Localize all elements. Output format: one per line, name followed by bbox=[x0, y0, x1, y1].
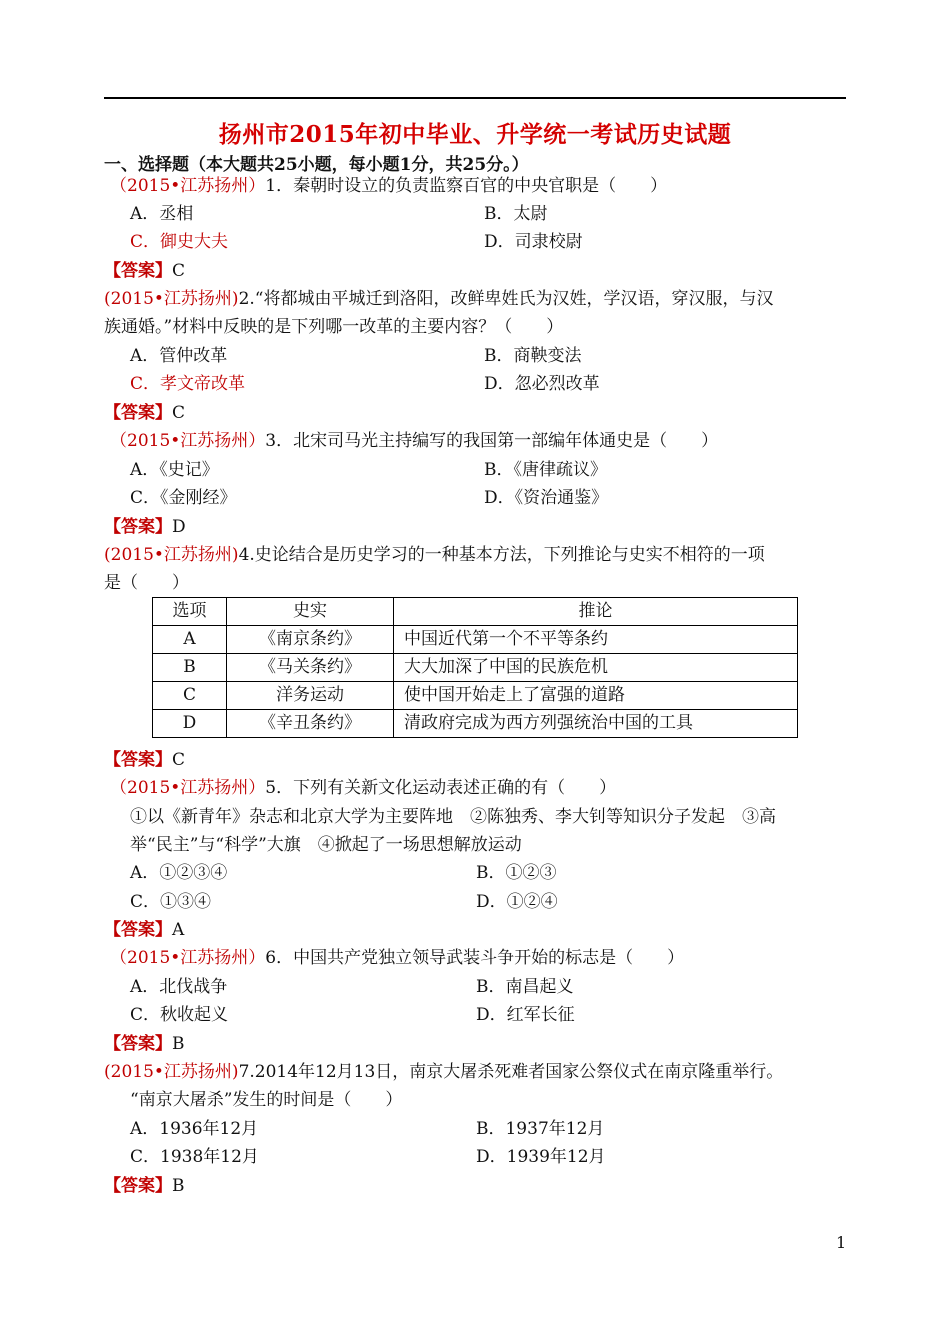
question-stem-cont: 是（ ） bbox=[104, 573, 189, 593]
answer-value: C bbox=[172, 403, 186, 423]
option-b: B．商鞅变法 bbox=[484, 346, 582, 366]
question-stem-cont: “南京大屠杀”发生的时间是（ ） bbox=[130, 1090, 403, 1110]
option-a: A．丞相 bbox=[130, 204, 194, 224]
table-cell: B bbox=[153, 654, 227, 682]
table-cell: 《南京条约》 bbox=[227, 626, 394, 654]
table-cell: 中国近代第一个不平等条约 bbox=[394, 626, 798, 654]
table-header: 选项 bbox=[153, 598, 227, 626]
option-c: C．1938年12月 bbox=[130, 1147, 259, 1167]
answer-value: D bbox=[172, 517, 186, 537]
question-6 bbox=[110, 947, 684, 969]
page-number: 1 bbox=[836, 1233, 847, 1252]
question-stem: 1．秦朝时设立的负责监察百官的中央官职是（ ） bbox=[265, 176, 668, 196]
option-b: B．①②③ bbox=[476, 863, 557, 883]
table-row bbox=[153, 626, 798, 654]
question-source: (2015•江苏扬州) bbox=[104, 289, 239, 309]
statement-list-cont: 举“民主”与“科学”大旗 ④掀起了一场思想解放运动 bbox=[130, 835, 522, 855]
question-stem-cont: 族通婚。”材料中反映的是下列哪一改革的主要内容？（ ） bbox=[104, 317, 564, 337]
option-d: D．红军长征 bbox=[476, 1005, 575, 1025]
option-a: A．北伐战争 bbox=[130, 977, 228, 997]
table-header: 史实 bbox=[227, 598, 394, 626]
question-source: （2015•江苏扬州） bbox=[110, 176, 266, 196]
table-row bbox=[153, 682, 798, 710]
option-b: B．南昌起义 bbox=[476, 977, 574, 997]
question-source: (2015•江苏扬州) bbox=[104, 1062, 239, 1082]
table-cell: 《马关条约》 bbox=[227, 654, 394, 682]
answer-4 bbox=[104, 749, 185, 771]
question-3 bbox=[110, 430, 718, 452]
question-stem: 6．中国共产党独立领导武装斗争开始的标志是（ ） bbox=[265, 948, 685, 968]
question-stem: 7.2014年12月13日，南京大屠杀死难者国家公祭仪式在南京隆重举行。 bbox=[238, 1062, 784, 1082]
answer-label: 【答案】 bbox=[104, 517, 172, 537]
answer-2 bbox=[104, 402, 185, 424]
section-heading: 一、选择题（本大题共25小题，每小题1分，共25分。） bbox=[104, 155, 529, 175]
answer-value: C bbox=[172, 261, 186, 281]
table-cell: 大大加深了中国的民族危机 bbox=[394, 654, 798, 682]
question-source: （2015•江苏扬州） bbox=[110, 778, 266, 798]
option-a: A．《史记》 bbox=[130, 460, 219, 480]
answer-5 bbox=[104, 919, 184, 941]
option-b: B．1937年12月 bbox=[476, 1119, 605, 1139]
answer-label: 【答案】 bbox=[104, 920, 172, 940]
question-source: （2015•江苏扬州） bbox=[110, 948, 266, 968]
answer-7 bbox=[104, 1175, 185, 1197]
header-rule bbox=[104, 97, 846, 99]
option-a: A．管仲改革 bbox=[130, 346, 228, 366]
answer-3 bbox=[104, 516, 186, 538]
option-d: D．司隶校尉 bbox=[484, 232, 583, 252]
table-header-row bbox=[153, 598, 798, 626]
option-c: C．《金刚经》 bbox=[130, 488, 237, 508]
comparison-table bbox=[152, 597, 798, 738]
answer-value: B bbox=[172, 1176, 185, 1196]
option-c-correct: C．御史大夫 bbox=[130, 232, 229, 252]
option-d: D．1939年12月 bbox=[476, 1147, 606, 1167]
option-c-correct: C．孝文帝改革 bbox=[130, 374, 246, 394]
question-4 bbox=[104, 544, 765, 566]
option-a: A．1936年12月 bbox=[130, 1119, 259, 1139]
question-stem: 5．下列有关新文化运动表述正确的有（ ） bbox=[265, 778, 617, 798]
answer-6 bbox=[104, 1033, 185, 1055]
table-cell: 使中国开始走上了富强的道路 bbox=[394, 682, 798, 710]
answer-label: 【答案】 bbox=[104, 1176, 172, 1196]
option-b: B．《唐律疏议》 bbox=[484, 460, 607, 480]
table-cell: 洋务运动 bbox=[227, 682, 394, 710]
table-row bbox=[153, 654, 798, 682]
question-stem: 3．北宋司马光主持编写的我国第一部编年体通史是（ ） bbox=[265, 431, 719, 451]
answer-label: 【答案】 bbox=[104, 403, 172, 423]
option-a: A．①②③④ bbox=[130, 863, 228, 883]
answer-value: B bbox=[172, 1034, 185, 1054]
table-cell: 《辛丑条约》 bbox=[227, 710, 394, 738]
answer-1 bbox=[104, 260, 185, 282]
table-cell: C bbox=[153, 682, 227, 710]
answer-value: C bbox=[172, 750, 186, 770]
option-d: D．忽必烈改革 bbox=[484, 374, 600, 394]
question-2 bbox=[104, 288, 773, 310]
question-7 bbox=[104, 1061, 783, 1083]
question-source: （2015•江苏扬州） bbox=[110, 431, 266, 451]
table-cell: A bbox=[153, 626, 227, 654]
statement-list: ①以《新青年》杂志和北京大学为主要阵地 ②陈独秀、李大钊等知识分子发起 ③高 bbox=[130, 807, 776, 827]
page-title: 扬州市2015年初中毕业、升学统一考试历史试题 bbox=[218, 121, 732, 148]
answer-value: A bbox=[172, 920, 185, 940]
option-c: C．①③④ bbox=[130, 892, 212, 912]
question-stem: 2.“将都城由平城迁到洛阳，改鲜卑姓氏为汉姓，学汉语，穿汉服，与汉 bbox=[238, 289, 774, 309]
question-1 bbox=[110, 175, 667, 197]
table-row bbox=[153, 710, 798, 738]
option-c: C．秋收起义 bbox=[130, 1005, 229, 1025]
table-header: 推论 bbox=[394, 598, 798, 626]
answer-label: 【答案】 bbox=[104, 750, 172, 770]
answer-label: 【答案】 bbox=[104, 1034, 172, 1054]
option-d: D．①②④ bbox=[476, 892, 558, 912]
question-5 bbox=[110, 777, 616, 799]
option-d: D．《资治通鉴》 bbox=[484, 488, 609, 508]
question-source: (2015•江苏扬州) bbox=[104, 545, 239, 565]
answer-label: 【答案】 bbox=[104, 261, 172, 281]
table-cell: D bbox=[153, 710, 227, 738]
table-cell: 清政府完成为西方列强统治中国的工具 bbox=[394, 710, 798, 738]
question-stem: 4.史论结合是历史学习的一种基本方法，下列推论与史实不相符的一项 bbox=[238, 545, 765, 565]
option-b: B．太尉 bbox=[484, 204, 548, 224]
